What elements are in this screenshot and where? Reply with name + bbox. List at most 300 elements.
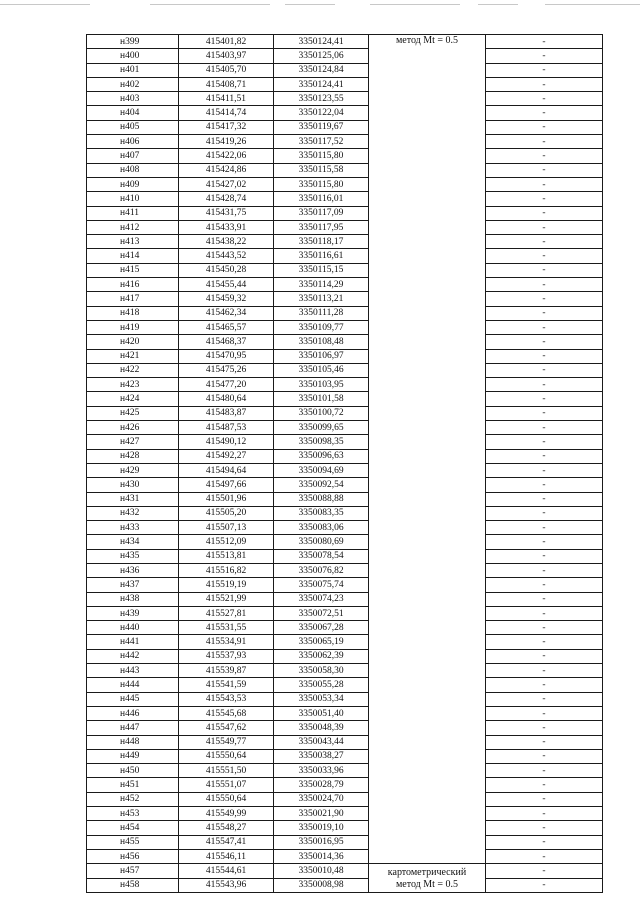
point-id-cell: н449 (87, 749, 179, 763)
y-coordinate-cell: 3350111,28 (274, 306, 369, 320)
x-coordinate-cell: 415519,19 (179, 578, 274, 592)
point-id-cell: н432 (87, 506, 179, 520)
table-row (87, 563, 603, 577)
point-id-cell: н419 (87, 320, 179, 334)
point-id-cell: н458 (87, 878, 179, 892)
x-coordinate-cell: 415417,32 (179, 120, 274, 134)
error-value-cell: - (486, 378, 603, 392)
table-row (87, 463, 603, 477)
point-id-cell: н447 (87, 721, 179, 735)
error-value-cell: - (486, 635, 603, 649)
header-rule (545, 4, 640, 5)
error-value-cell: - (486, 92, 603, 106)
point-id-cell: н399 (87, 35, 179, 49)
point-id-cell: н455 (87, 835, 179, 849)
point-id-cell: н416 (87, 278, 179, 292)
table-row (87, 521, 603, 535)
y-coordinate-cell: 3350123,55 (274, 92, 369, 106)
point-id-cell: н403 (87, 92, 179, 106)
table-row (87, 163, 603, 177)
point-id-cell: н418 (87, 306, 179, 320)
point-id-cell: н402 (87, 77, 179, 91)
point-id-cell: н414 (87, 249, 179, 263)
y-coordinate-cell: 3350075,74 (274, 578, 369, 592)
point-id-cell: н435 (87, 549, 179, 563)
error-value-cell: - (486, 807, 603, 821)
point-id-cell: н438 (87, 592, 179, 606)
x-coordinate-cell: 415480,64 (179, 392, 274, 406)
x-coordinate-cell: 415513,81 (179, 549, 274, 563)
y-coordinate-cell: 3350043,44 (274, 735, 369, 749)
y-coordinate-cell: 3350108,48 (274, 335, 369, 349)
error-value-cell: - (486, 878, 603, 892)
x-coordinate-cell: 415405,70 (179, 63, 274, 77)
y-coordinate-cell: 3350117,09 (274, 206, 369, 220)
error-value-cell: - (486, 278, 603, 292)
error-value-cell: - (486, 135, 603, 149)
error-value-cell: - (486, 563, 603, 577)
error-value-cell: - (486, 778, 603, 792)
x-coordinate-cell: 415512,09 (179, 535, 274, 549)
table-row (87, 378, 603, 392)
error-value-cell: - (486, 335, 603, 349)
point-id-cell: н417 (87, 292, 179, 306)
error-value-cell: - (486, 106, 603, 120)
method-cell: метод Mt = 0.5 (369, 35, 486, 864)
error-value-cell: - (486, 35, 603, 49)
table-row (87, 721, 603, 735)
y-coordinate-cell: 3350124,41 (274, 35, 369, 49)
y-coordinate-cell: 3350067,28 (274, 621, 369, 635)
x-coordinate-cell: 415497,66 (179, 478, 274, 492)
point-id-cell: н434 (87, 535, 179, 549)
point-id-cell: н420 (87, 335, 179, 349)
x-coordinate-cell: 415414,74 (179, 106, 274, 120)
point-id-cell: н443 (87, 664, 179, 678)
x-coordinate-cell: 415450,28 (179, 263, 274, 277)
table-row (87, 549, 603, 563)
table-row (87, 449, 603, 463)
x-coordinate-cell: 415550,64 (179, 749, 274, 763)
y-coordinate-cell: 3350115,15 (274, 263, 369, 277)
table-row (87, 678, 603, 692)
x-coordinate-cell: 415543,96 (179, 878, 274, 892)
table-row (87, 506, 603, 520)
x-coordinate-cell: 415411,51 (179, 92, 274, 106)
x-coordinate-cell: 415455,44 (179, 278, 274, 292)
x-coordinate-cell: 415550,64 (179, 792, 274, 806)
x-coordinate-cell: 415470,95 (179, 349, 274, 363)
error-value-cell: - (486, 692, 603, 706)
point-id-cell: н448 (87, 735, 179, 749)
x-coordinate-cell: 415548,27 (179, 821, 274, 835)
y-coordinate-cell: 3350065,19 (274, 635, 369, 649)
y-coordinate-cell: 3350024,70 (274, 792, 369, 806)
error-value-cell: - (486, 63, 603, 77)
error-value-cell: - (486, 163, 603, 177)
error-value-cell: - (486, 206, 603, 220)
y-coordinate-cell: 3350124,41 (274, 77, 369, 91)
error-value-cell: - (486, 521, 603, 535)
x-coordinate-cell: 415541,59 (179, 678, 274, 692)
x-coordinate-cell: 415487,53 (179, 421, 274, 435)
header-rule (285, 4, 335, 5)
y-coordinate-cell: 3350058,30 (274, 664, 369, 678)
point-id-cell: н436 (87, 563, 179, 577)
point-id-cell: н446 (87, 706, 179, 720)
point-id-cell: н407 (87, 149, 179, 163)
table-row (87, 335, 603, 349)
table-row (87, 864, 603, 878)
error-value-cell: - (486, 478, 603, 492)
x-coordinate-cell: 415408,71 (179, 77, 274, 91)
y-coordinate-cell: 3350122,04 (274, 106, 369, 120)
error-value-cell: - (486, 721, 603, 735)
table-row (87, 306, 603, 320)
point-id-cell: н445 (87, 692, 179, 706)
error-value-cell: - (486, 606, 603, 620)
x-coordinate-cell: 415477,20 (179, 378, 274, 392)
y-coordinate-cell: 3350051,40 (274, 706, 369, 720)
point-id-cell: н415 (87, 263, 179, 277)
table-row (87, 149, 603, 163)
point-id-cell: н452 (87, 792, 179, 806)
table-row (87, 664, 603, 678)
y-coordinate-cell: 3350096,63 (274, 449, 369, 463)
error-value-cell: - (486, 492, 603, 506)
point-id-cell: н429 (87, 463, 179, 477)
table-row (87, 292, 603, 306)
point-id-cell: н444 (87, 678, 179, 692)
x-coordinate-cell: 415490,12 (179, 435, 274, 449)
point-id-cell: н401 (87, 63, 179, 77)
header-rule (370, 4, 460, 5)
y-coordinate-cell: 3350080,69 (274, 535, 369, 549)
error-value-cell: - (486, 592, 603, 606)
x-coordinate-cell: 415547,41 (179, 835, 274, 849)
y-coordinate-cell: 3350053,34 (274, 692, 369, 706)
error-value-cell: - (486, 735, 603, 749)
point-id-cell: н442 (87, 649, 179, 663)
y-coordinate-cell: 3350116,01 (274, 192, 369, 206)
error-value-cell: - (486, 120, 603, 134)
y-coordinate-cell: 3350072,51 (274, 606, 369, 620)
point-id-cell: н424 (87, 392, 179, 406)
point-id-cell: н413 (87, 235, 179, 249)
x-coordinate-cell: 415549,77 (179, 735, 274, 749)
y-coordinate-cell: 3350033,96 (274, 764, 369, 778)
error-value-cell: - (486, 664, 603, 678)
x-coordinate-cell: 415527,81 (179, 606, 274, 620)
table-row (87, 635, 603, 649)
y-coordinate-cell: 3350062,39 (274, 649, 369, 663)
error-value-cell: - (486, 749, 603, 763)
error-value-cell: - (486, 449, 603, 463)
error-value-cell: - (486, 235, 603, 249)
point-id-cell: н439 (87, 606, 179, 620)
table-row (87, 349, 603, 363)
y-coordinate-cell: 3350088,88 (274, 492, 369, 506)
y-coordinate-cell: 3350119,67 (274, 120, 369, 134)
table-row (87, 735, 603, 749)
point-id-cell: н430 (87, 478, 179, 492)
x-coordinate-cell: 415401,82 (179, 35, 274, 49)
table-row (87, 49, 603, 63)
table-row (87, 764, 603, 778)
table-row (87, 135, 603, 149)
y-coordinate-cell: 3350055,28 (274, 678, 369, 692)
x-coordinate-cell: 415545,68 (179, 706, 274, 720)
table-row (87, 778, 603, 792)
table-row (87, 92, 603, 106)
y-coordinate-cell: 3350117,52 (274, 135, 369, 149)
x-coordinate-cell: 415459,32 (179, 292, 274, 306)
error-value-cell: - (486, 649, 603, 663)
y-coordinate-cell: 3350038,27 (274, 749, 369, 763)
point-id-cell: н441 (87, 635, 179, 649)
error-value-cell: - (486, 77, 603, 91)
point-id-cell: н431 (87, 492, 179, 506)
point-id-cell: н410 (87, 192, 179, 206)
x-coordinate-cell: 415543,53 (179, 692, 274, 706)
x-coordinate-cell: 415494,64 (179, 463, 274, 477)
y-coordinate-cell: 3350117,95 (274, 220, 369, 234)
point-id-cell: н408 (87, 163, 179, 177)
table-row (87, 235, 603, 249)
x-coordinate-cell: 415547,62 (179, 721, 274, 735)
y-coordinate-cell: 3350092,54 (274, 478, 369, 492)
table-row (87, 592, 603, 606)
x-coordinate-cell: 415403,97 (179, 49, 274, 63)
table-row (87, 435, 603, 449)
point-id-cell: н437 (87, 578, 179, 592)
table-row (87, 835, 603, 849)
table-row (87, 392, 603, 406)
table-row (87, 535, 603, 549)
table-row (87, 249, 603, 263)
error-value-cell: - (486, 678, 603, 692)
table-row (87, 792, 603, 806)
table-row (87, 807, 603, 821)
point-id-cell: н451 (87, 778, 179, 792)
error-value-cell: - (486, 306, 603, 320)
y-coordinate-cell: 3350115,80 (274, 149, 369, 163)
y-coordinate-cell: 3350114,29 (274, 278, 369, 292)
y-coordinate-cell: 3350106,97 (274, 349, 369, 363)
x-coordinate-cell: 415537,93 (179, 649, 274, 663)
y-coordinate-cell: 3350021,90 (274, 807, 369, 821)
y-coordinate-cell: 3350105,46 (274, 363, 369, 377)
error-value-cell: - (486, 349, 603, 363)
error-value-cell: - (486, 549, 603, 563)
x-coordinate-cell: 415427,02 (179, 177, 274, 191)
error-value-cell: - (486, 49, 603, 63)
x-coordinate-cell: 415465,57 (179, 320, 274, 334)
y-coordinate-cell: 3350078,54 (274, 549, 369, 563)
y-coordinate-cell: 3350098,35 (274, 435, 369, 449)
x-coordinate-cell: 415431,75 (179, 206, 274, 220)
table-row (87, 692, 603, 706)
x-coordinate-cell: 415433,91 (179, 220, 274, 234)
table-row (87, 478, 603, 492)
y-coordinate-cell: 3350115,58 (274, 163, 369, 177)
x-coordinate-cell: 415544,61 (179, 864, 274, 878)
x-coordinate-cell: 415483,87 (179, 406, 274, 420)
table-row (87, 106, 603, 120)
table-row (87, 363, 603, 377)
error-value-cell: - (486, 177, 603, 191)
y-coordinate-cell: 3350118,17 (274, 235, 369, 249)
y-coordinate-cell: 3350124,84 (274, 63, 369, 77)
point-id-cell: н423 (87, 378, 179, 392)
x-coordinate-cell: 415551,07 (179, 778, 274, 792)
error-value-cell: - (486, 192, 603, 206)
x-coordinate-cell: 415501,96 (179, 492, 274, 506)
table-row (87, 192, 603, 206)
y-coordinate-cell: 3350074,23 (274, 592, 369, 606)
table-row (87, 749, 603, 763)
table-row (87, 177, 603, 191)
table-row (87, 492, 603, 506)
y-coordinate-cell: 3350048,39 (274, 721, 369, 735)
y-coordinate-cell: 3350014,36 (274, 849, 369, 863)
error-value-cell: - (486, 621, 603, 635)
y-coordinate-cell: 3350113,21 (274, 292, 369, 306)
point-id-cell: н457 (87, 864, 179, 878)
table-row (87, 77, 603, 91)
coordinates-table (86, 34, 603, 893)
point-id-cell: н450 (87, 764, 179, 778)
error-value-cell: - (486, 320, 603, 334)
x-coordinate-cell: 415546,11 (179, 849, 274, 863)
error-value-cell: - (486, 421, 603, 435)
table-row (87, 220, 603, 234)
table-row (87, 606, 603, 620)
error-value-cell: - (486, 821, 603, 835)
table-row (87, 263, 603, 277)
error-value-cell: - (486, 792, 603, 806)
x-coordinate-cell: 415551,50 (179, 764, 274, 778)
y-coordinate-cell: 3350083,06 (274, 521, 369, 535)
x-coordinate-cell: 415443,52 (179, 249, 274, 263)
y-coordinate-cell: 3350101,58 (274, 392, 369, 406)
point-id-cell: н427 (87, 435, 179, 449)
table-row (87, 320, 603, 334)
error-value-cell: - (486, 249, 603, 263)
y-coordinate-cell: 3350028,79 (274, 778, 369, 792)
x-coordinate-cell: 415505,20 (179, 506, 274, 520)
table-row (87, 278, 603, 292)
error-value-cell: - (486, 535, 603, 549)
error-value-cell: - (486, 149, 603, 163)
table-row (87, 206, 603, 220)
x-coordinate-cell: 415424,86 (179, 163, 274, 177)
x-coordinate-cell: 415438,22 (179, 235, 274, 249)
y-coordinate-cell: 3350109,77 (274, 320, 369, 334)
method-label-line2: метод Mt = 0.5 (395, 878, 459, 890)
y-coordinate-cell: 3350094,69 (274, 463, 369, 477)
x-coordinate-cell: 415422,06 (179, 149, 274, 163)
point-id-cell: н412 (87, 220, 179, 234)
x-coordinate-cell: 415419,26 (179, 135, 274, 149)
coordinates-table-body (87, 35, 603, 893)
method-label-line1: картометрический (387, 866, 467, 878)
point-id-cell: н433 (87, 521, 179, 535)
point-id-cell: н422 (87, 363, 179, 377)
x-coordinate-cell: 415549,99 (179, 807, 274, 821)
error-value-cell: - (486, 864, 603, 878)
y-coordinate-cell: 3350076,82 (274, 563, 369, 577)
point-id-cell: н428 (87, 449, 179, 463)
error-value-cell: - (486, 406, 603, 420)
point-id-cell: н453 (87, 807, 179, 821)
point-id-cell: н409 (87, 177, 179, 191)
point-id-cell: н411 (87, 206, 179, 220)
error-value-cell: - (486, 220, 603, 234)
x-coordinate-cell: 415468,37 (179, 335, 274, 349)
point-id-cell: н406 (87, 135, 179, 149)
x-coordinate-cell: 415492,27 (179, 449, 274, 463)
point-id-cell: н425 (87, 406, 179, 420)
method-cell-cartometric (369, 864, 486, 893)
x-coordinate-cell: 415475,26 (179, 363, 274, 377)
table-row (87, 621, 603, 635)
y-coordinate-cell: 3350103,95 (274, 378, 369, 392)
point-id-cell: н421 (87, 349, 179, 363)
table-row (87, 63, 603, 77)
x-coordinate-cell: 415462,34 (179, 306, 274, 320)
y-coordinate-cell: 3350010,48 (274, 864, 369, 878)
table-row (87, 578, 603, 592)
point-id-cell: н440 (87, 621, 179, 635)
header-rule (478, 4, 518, 5)
table-row (87, 35, 603, 49)
error-value-cell: - (486, 764, 603, 778)
error-value-cell: - (486, 835, 603, 849)
point-id-cell: н456 (87, 849, 179, 863)
error-value-cell: - (486, 506, 603, 520)
point-id-cell: н426 (87, 421, 179, 435)
table-row (87, 120, 603, 134)
error-value-cell: - (486, 435, 603, 449)
table-row (87, 878, 603, 892)
error-value-cell: - (486, 849, 603, 863)
header-rule (150, 4, 270, 5)
point-id-cell: н454 (87, 821, 179, 835)
y-coordinate-cell: 3350099,65 (274, 421, 369, 435)
x-coordinate-cell: 415516,82 (179, 563, 274, 577)
point-id-cell: н405 (87, 120, 179, 134)
y-coordinate-cell: 3350115,80 (274, 177, 369, 191)
x-coordinate-cell: 415521,99 (179, 592, 274, 606)
point-id-cell: н404 (87, 106, 179, 120)
y-coordinate-cell: 3350008,98 (274, 878, 369, 892)
table-row (87, 849, 603, 863)
y-coordinate-cell: 3350100,72 (274, 406, 369, 420)
error-value-cell: - (486, 263, 603, 277)
y-coordinate-cell: 3350116,61 (274, 249, 369, 263)
y-coordinate-cell: 3350019,10 (274, 821, 369, 835)
error-value-cell: - (486, 363, 603, 377)
table-row (87, 421, 603, 435)
header-rule (0, 4, 90, 5)
point-id-cell: н400 (87, 49, 179, 63)
error-value-cell: - (486, 292, 603, 306)
x-coordinate-cell: 415539,87 (179, 664, 274, 678)
x-coordinate-cell: 415428,74 (179, 192, 274, 206)
y-coordinate-cell: 3350016,95 (274, 835, 369, 849)
y-coordinate-cell: 3350125,06 (274, 49, 369, 63)
